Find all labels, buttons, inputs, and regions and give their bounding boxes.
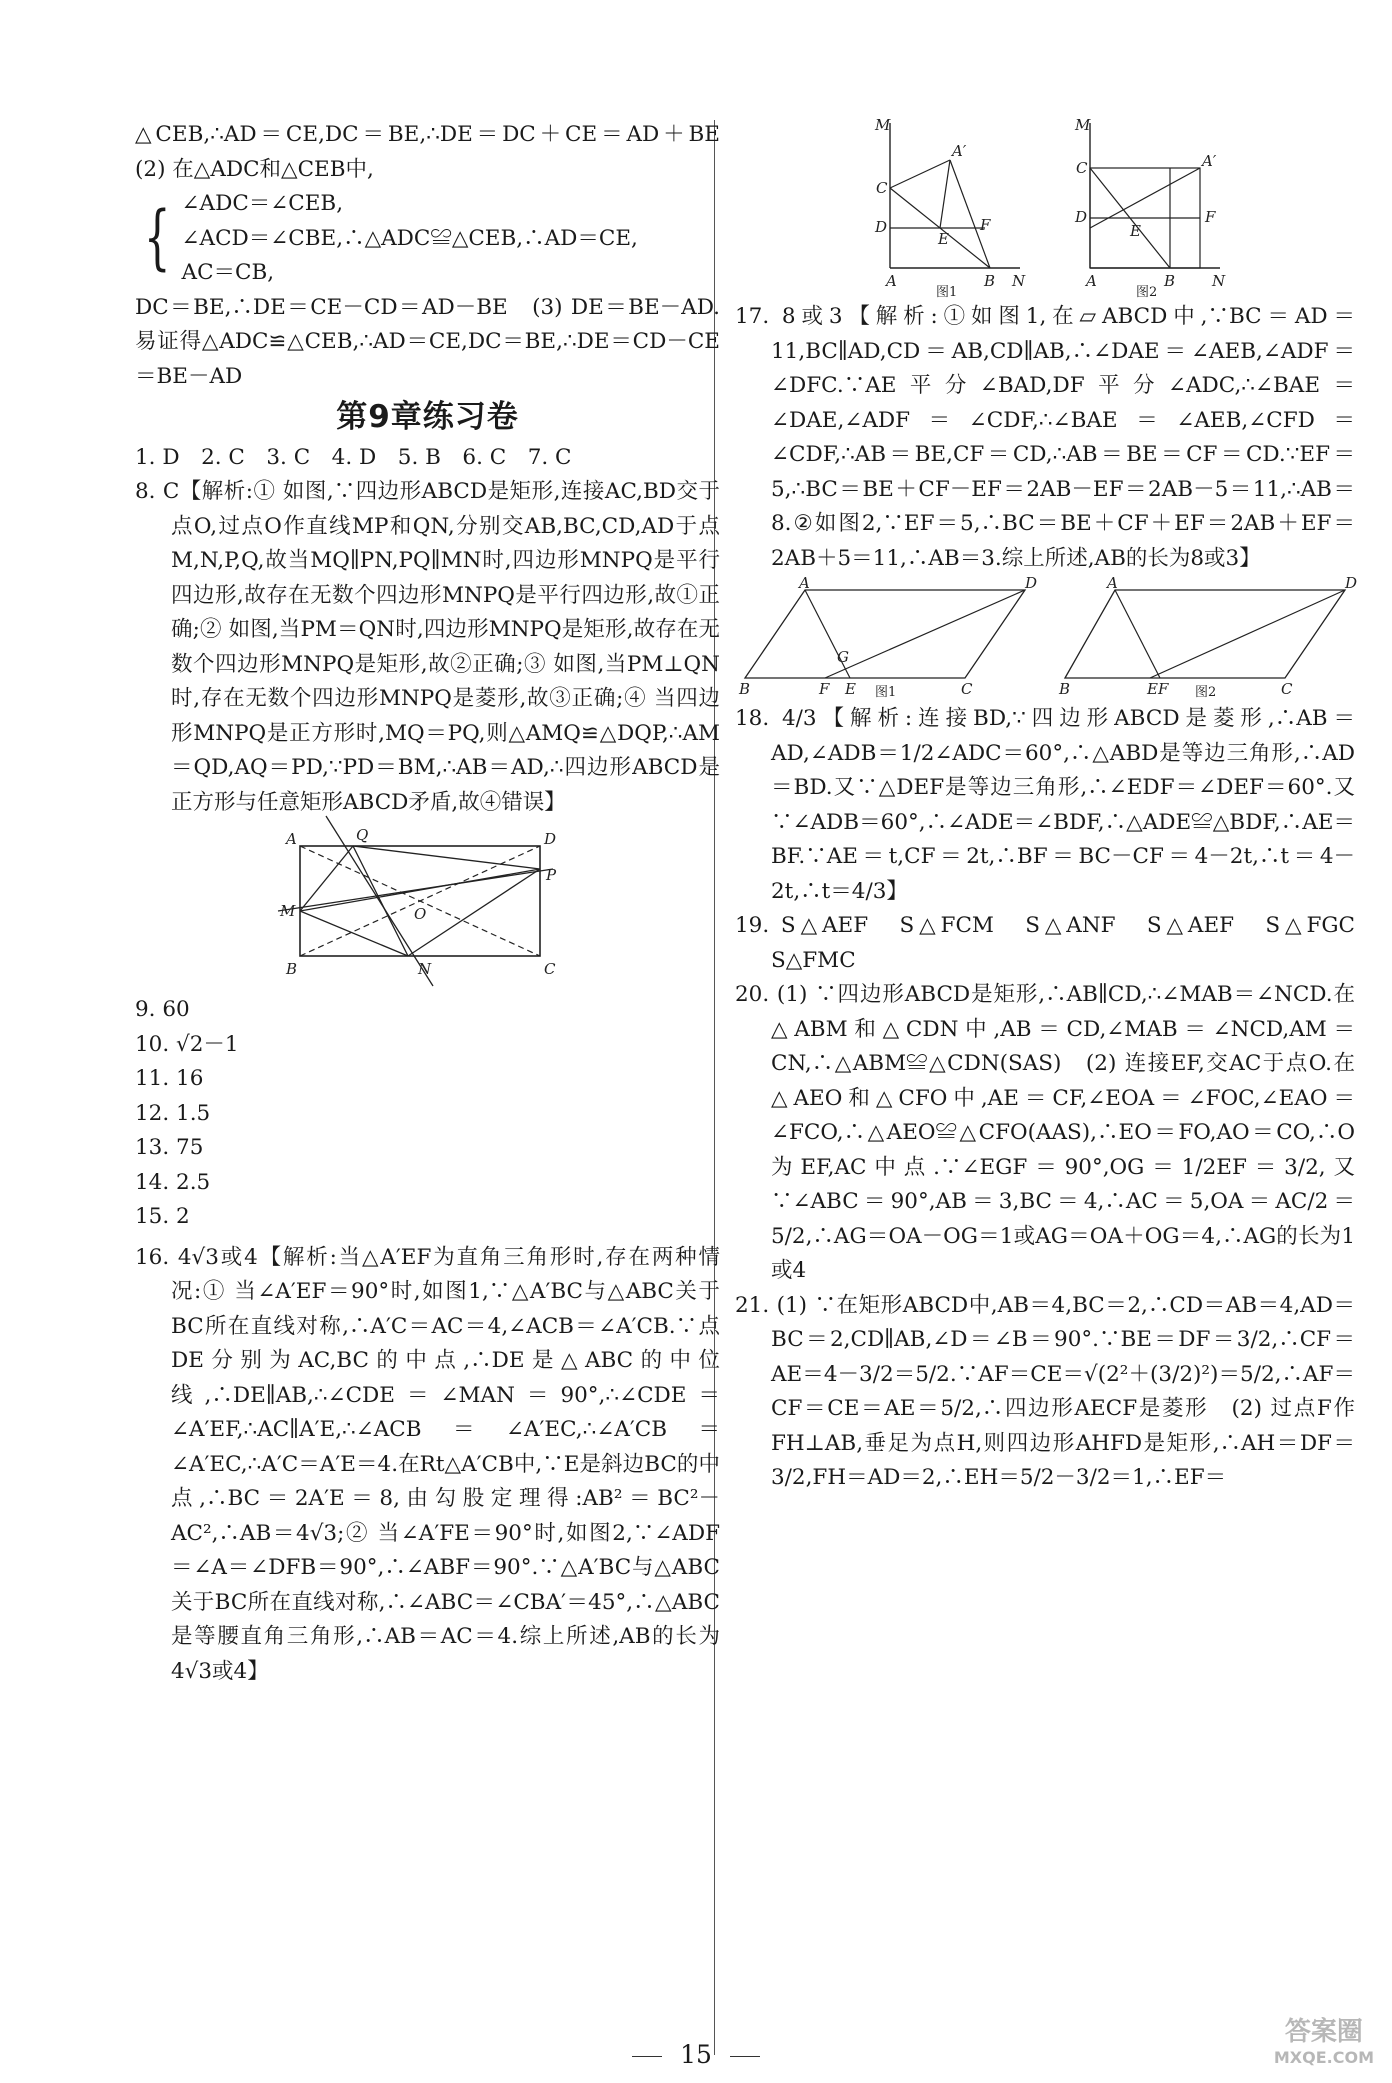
answer-11: 11. 16 xyxy=(135,1066,204,1091)
brace-glyph: { xyxy=(143,196,171,278)
q8-answer: 8. C【解析:① 如图,∵四边形ABCD是矩形,连接AC,BD交于点O,过点O作直线MP和QN,分别交AB,BC,CD,AD于点M,N,P,Q,故当MQ∥PN,PQ∥MN时,四边形MNPQ是平行四边形,故存在无数个四边形MNPQ是平行四边形,故①正确;② 如图,当PM＝QN时,四边形MNPQ是矩形,故存在无数个四边形MNPQ是矩形,故②正确;③ 如图,当PM⊥QN时,存在无数个四边形MNPQ是菱形,故③正确;④ 当四边形MNPQ是正方形时,MQ＝PQ,则△AMQ≌△DQP,∴AM＝QD,AQ＝PD,∵PD＝BM,∴AB＝AD,∴四边形ABCD是正方形与任意矩形ABCD矛盾,故④错误】 xyxy=(135,479,720,815)
q18-answer: 18. 4/3【解析:连接BD,∵四边形ABCD是菱形,∴AB＝AD,∠ADB＝1/2∠ADC＝60°,∴△ABD是等边三角形,∴AD＝BD.又∵△DEF是等边三角形,∴∠EDF＝∠DEF＝60°.又∵∠ADB＝60°,∴∠ADE＝∠BDF,∴△ADE≌△BDF,∴AE＝BF.∵AE＝t,CF＝2t,∴BF＝BC－CF＝4－2t,∴t＝4－2t,∴t＝4/3】 xyxy=(735,706,1355,904)
right-column xyxy=(735,116,1377,1496)
svg-text:G: G xyxy=(837,648,849,666)
svg-text:A: A xyxy=(799,574,810,592)
brace-line: AC＝CB, xyxy=(181,260,275,285)
answer-13: 13. 75 xyxy=(135,1135,204,1160)
svg-text:A′: A′ xyxy=(1202,152,1217,170)
watermark-logo xyxy=(1274,2019,1374,2071)
figures-q16 xyxy=(735,118,1355,298)
svg-text:B: B xyxy=(1059,680,1071,698)
svg-text:C: C xyxy=(1281,680,1293,698)
choice-answers: 1. D 2. C 3. C 4. D 5. B 6. C 7. C xyxy=(135,444,572,470)
fig16-caption-2: 图2 xyxy=(1136,285,1158,300)
svg-text:E: E xyxy=(938,230,949,248)
answer-14: 14. 2.5 xyxy=(135,1169,211,1195)
fig17-caption-2: 图2 xyxy=(1195,685,1217,700)
label-D: D xyxy=(543,830,556,848)
svg-text:A: A xyxy=(886,272,897,290)
figure-q16-2 xyxy=(1060,118,1230,298)
svg-text:A′: A′ xyxy=(952,142,967,160)
svg-text:D: D xyxy=(1075,208,1088,226)
svg-text:D: D xyxy=(1025,574,1038,592)
svg-text:C: C xyxy=(1076,159,1088,177)
svg-text:N: N xyxy=(1012,272,1026,290)
label-P: P xyxy=(545,866,556,884)
svg-text:A: A xyxy=(1107,574,1118,592)
q19-answer: 19. S△AEF S△FCM S△ANF S△AEF S△FGC S△FMC xyxy=(735,913,1377,973)
label-B: B xyxy=(285,960,297,978)
figure-q8-rectangle xyxy=(278,824,578,989)
page-number: 15 xyxy=(680,2040,712,2069)
watermark-url: MXQE.COM xyxy=(1273,2048,1374,2067)
fig17-caption-1: 图1 xyxy=(875,685,897,700)
left-column xyxy=(135,118,742,1689)
q15-continuation: △CEB,∴AD＝CE,DC＝BE,∴DE＝DC＋CE＝AD＋BE (2) 在△ADC和△CEB中, xyxy=(135,122,742,182)
figure-q16-1 xyxy=(860,118,1030,298)
answer-9: 9. 60 xyxy=(135,997,190,1022)
svg-text:B: B xyxy=(739,680,751,698)
svg-text:M: M xyxy=(875,116,891,134)
footer-dash-right xyxy=(730,2056,760,2058)
label-M: M xyxy=(279,902,295,920)
svg-text:F: F xyxy=(1205,208,1216,226)
figure-q17-1 xyxy=(735,574,1038,700)
label-Q: Q xyxy=(355,826,368,844)
svg-text:E: E xyxy=(845,680,856,698)
answer-15: 15. 2 xyxy=(135,1204,190,1229)
svg-text:D: D xyxy=(875,218,888,236)
chapter-title: 第9章练习卷 xyxy=(336,399,519,435)
q16-answer: 16. 4√3或4【解析:当△A′EF为直角三角形时,存在两种情况:① 当∠A′EF＝90°时,如图1,∵△A′BC与△ABC关于BC所在直线对称,∴A′C＝AC＝4,∠ACB＝∠A′CB.∵点DE分别为AC,BC的中点,∴DE是△ABC的中位线,∴DE∥AB,∴∠CDE＝∠MAN＝90°,∴∠CDE＝∠A′EF,∴AC∥A′E,∴∠ACB＝∠A′EC,∴∠A′CB＝∠A′EC,∴A′C＝A′E＝4.在Rt△A′CB中,∵E是斜边BC的中点,∴BC＝2A′E＝8,由勾股定理得:AB²＝BC²－AC²,∴AB＝4√3;② 当∠A′FE＝90°时,如图2,∵∠ADF＝∠A＝∠DFB＝90°,∴∠ABF＝90°.∵△A′BC与△ABC关于BC所在直线对称,∴∠ABC＝∠CBA′＝45°,∴△ABC是等腰直角三角形,∴AB＝AC＝4.综上所述,AB的长为4√3或4】 xyxy=(135,1244,720,1684)
q21-answer: 21. (1) ∵在矩形ABCD中,AB＝4,BC＝2,∴CD＝AB＝4,AD＝BC＝2,CD∥AB,∠D＝∠B＝90°.∵BE＝DF＝3/2,∴CF＝AE＝4－3/2＝5/2.∵AF＝CE＝√(2²＋(3/2)²)＝5/2,∴AF＝CF＝CE＝AE＝5/2,∴四边形AECF是菱形 (2) 过点F作FH⊥AB,垂足为点H,则四边形AHFD是矩形,∴AH＝DF＝3/2,FH＝AD＝2,∴EH＝5/2－3/2＝1,∴EF＝ xyxy=(735,1292,1355,1490)
q20-answer: 20. (1) ∵四边形ABCD是矩形,∴AB∥CD,∴∠MAB＝∠NCD.在△ABM和△CDN中,AB＝CD,∠MAB＝∠NCD,AM＝CN,∴△ABM≌△CDN(SAS) (2) 连接EF,交AC于点O.在△AEO和△CFO中,AE＝CF,∠EOA＝∠FOC,∠EAO＝∠FCO,∴△AEO≌△CFO(AAS),∴EO＝FO,AO＝CO,∴O为EF,AC中点.∵∠EGF＝90°,OG＝1/2EF＝3/2,又∵∠ABC＝90°,AB＝3,BC＝4,∴AC＝5,OA＝AC/2＝5/2,∴AG＝OA－OG＝1或AG＝OA＋OG＝4,∴AG的长为1或4 xyxy=(735,982,1355,1283)
page-footer xyxy=(0,2040,1392,2069)
figure-q17-2 xyxy=(1055,574,1358,700)
svg-text:C: C xyxy=(876,179,888,197)
watermark-text: 答案圈 xyxy=(1284,2017,1363,2047)
fig16-caption-1: 图1 xyxy=(936,285,958,300)
q17-answer: 17. 8或3【解析:①如图1,在▱ABCD中,∵BC＝AD＝11,BC∥AD,CD＝AB,CD∥AB,∴∠DAE＝∠AEB,∠ADF＝∠DFC.∵AE平分∠BAD,DF平分∠ADC,∴∠BAE＝∠DAE,∠ADF＝∠CDF,∴∠BAE＝∠AEB,∠CFD＝∠CDF,∴AB＝BE,CF＝CD,∴AB＝BE＝CF＝CD.∵EF＝5,∴BC＝BE＋CF－EF＝2AB－EF＝2AB－5＝11,∴AB＝8.②如图2,∵EF＝5,∴BC＝BE＋CF＋EF＝2AB＋EF＝2AB＋5＝11,∴AB＝3.综上所述,AB的长为8或3】 xyxy=(735,304,1355,571)
svg-text:A: A xyxy=(1086,272,1097,290)
brace-line: ∠ADC＝∠CEB, xyxy=(181,191,344,216)
label-A: A xyxy=(285,830,297,848)
svg-text:F: F xyxy=(819,680,830,698)
answer-10: 10. √2－1 xyxy=(135,1031,239,1057)
brace-system xyxy=(135,187,720,291)
svg-text:B: B xyxy=(1164,272,1176,290)
svg-text:M: M xyxy=(1075,116,1091,134)
svg-text:D: D xyxy=(1345,574,1358,592)
svg-text:N: N xyxy=(1212,272,1226,290)
brace-line: ∠ACD＝∠CBE,∴△ADC≌△CEB,∴AD＝CE, xyxy=(181,225,638,251)
q15-tail: DC＝BE,∴DE＝CE－CD＝AD－BE (3) DE＝BE－AD.易证得△ADC≌△CEB,∴AD＝CE,DC＝BE,∴DE＝CD－CE＝BE－AD xyxy=(135,294,720,389)
svg-text:B: B xyxy=(984,272,996,290)
svg-text:EF: EF xyxy=(1147,680,1169,698)
label-C: C xyxy=(543,960,555,978)
figures-q17 xyxy=(735,574,1358,700)
footer-dash-left xyxy=(632,2056,662,2058)
answer-12: 12. 1.5 xyxy=(135,1100,211,1126)
label-O: O xyxy=(413,905,426,923)
svg-text:C: C xyxy=(961,680,973,698)
label-N: N xyxy=(417,960,431,978)
svg-text:E: E xyxy=(1130,222,1141,240)
svg-text:F: F xyxy=(980,216,991,234)
